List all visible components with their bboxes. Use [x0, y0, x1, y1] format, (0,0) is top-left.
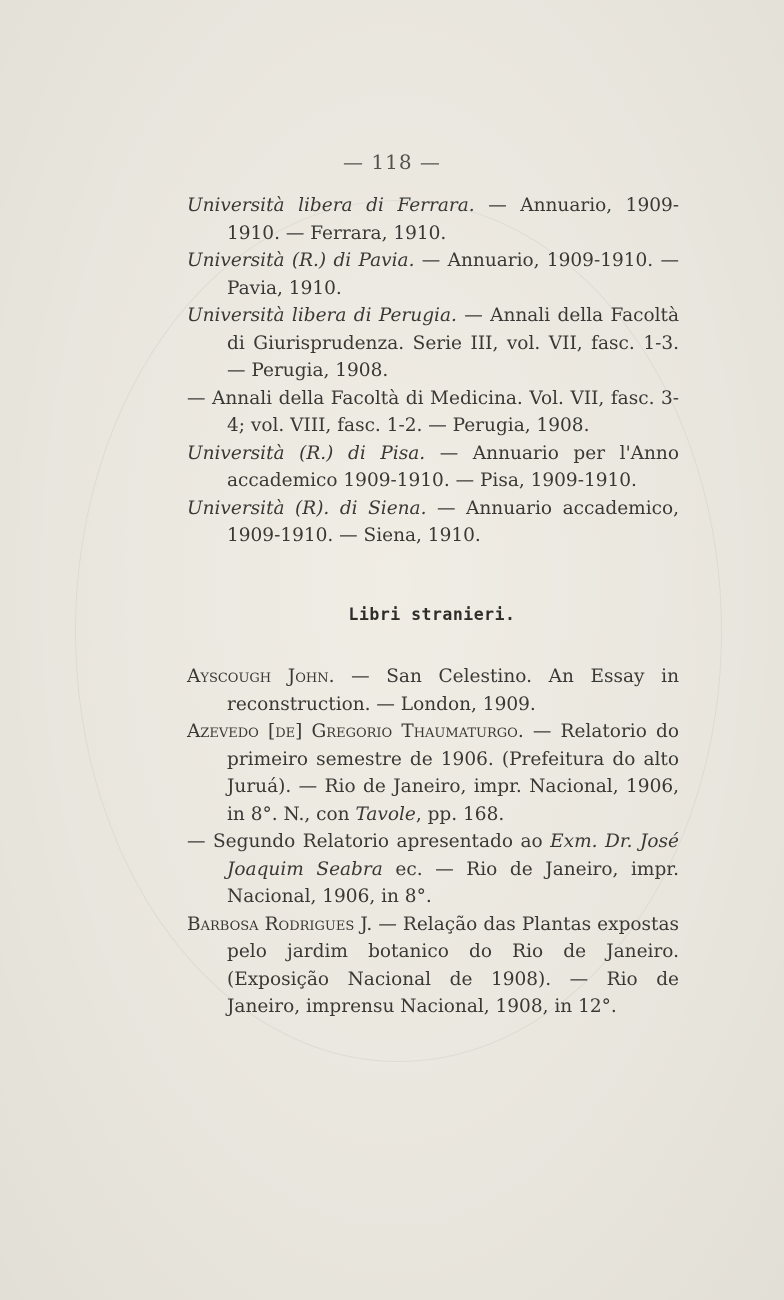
- section-foreign-entries: [187, 663, 679, 1021]
- section-heading: Libri stranieri.: [348, 605, 516, 624]
- entry-text: — Annali della Facoltà di Medicina. Vol. VII, fasc. 3-4; vol. VIII, fasc. 1-2. — Perugia, 1908.: [187, 387, 679, 436]
- entry-text: — Annuario per l'Anno accademico 1909-1910. — Pisa, 1909-1910.: [227, 442, 679, 491]
- entry-author: Università libera di Perugia.: [187, 305, 457, 326]
- entry-author: Barbosa Rodrigues J.: [187, 913, 373, 935]
- entry-author: Università (R.) di Pavia.: [187, 250, 415, 271]
- entry-italic: Tavole: [355, 803, 416, 825]
- bibliography-entry: [187, 911, 679, 1021]
- entry-text: — Relação das Plantas expostas pelo jardim botanico do Rio de Janeiro. (Exposição Nacional de 1908). — Rio de Janeiro, imprensu Nacional, 1908, in 12°.: [227, 913, 679, 1017]
- entry-author: Azevedo [de] Gregorio Thaumaturgo.: [187, 721, 524, 742]
- entry-text: — Segundo Relatorio apresentado ao: [187, 831, 551, 852]
- bibliography-entry: [187, 192, 679, 247]
- bibliography-entry: [187, 828, 679, 911]
- entry-text-end: , pp. 168.: [415, 803, 505, 825]
- bibliography-entry: [187, 385, 679, 440]
- section-italian-entries: [187, 192, 679, 550]
- entry-author: Università (R). di Siena.: [187, 497, 427, 519]
- entry-text: — Annali della Facoltà di Giurisprudenza. Serie III, vol. VII, fasc. 1-3. — Perugia, 1908.: [227, 305, 680, 381]
- page-number: — 118 —: [343, 150, 441, 174]
- bibliography-entry: [187, 495, 679, 550]
- entry-text: — Annuario, 1909-1910. — Pavia, 1910.: [227, 250, 679, 299]
- bibliography-entry: [187, 247, 679, 302]
- entry-author: Ayscough John.: [187, 666, 335, 687]
- bibliography-entry: [187, 718, 679, 828]
- entry-italic: Exm. Dr. José Joaquim Seabra: [227, 831, 679, 880]
- bibliography-entry: [187, 663, 679, 718]
- entry-author: Università libera di Ferrara.: [187, 195, 475, 216]
- entry-text-end: ec. — Rio de Janeiro, impr. Nacional, 1906, in 8°.: [227, 858, 679, 907]
- entry-text: — Annuario accademico, 1909-1910. — Siena, 1910.: [227, 497, 679, 546]
- entry-text: — San Celestino. An Essay in reconstruction. — London, 1909.: [227, 666, 679, 715]
- bibliography-entry: [187, 440, 679, 495]
- bibliography-entry: [187, 302, 679, 385]
- entry-text: — Relatorio do primeiro semestre de 1906. (Prefeitura do alto Juruá). — Rio de Janeiro, impr. Nacional, 1906, in 8°. N., con: [227, 721, 679, 825]
- entry-author: Università (R.) di Pisa.: [187, 442, 426, 464]
- entry-text: — Annuario, 1909-1910. — Ferrara, 1910.: [227, 195, 680, 244]
